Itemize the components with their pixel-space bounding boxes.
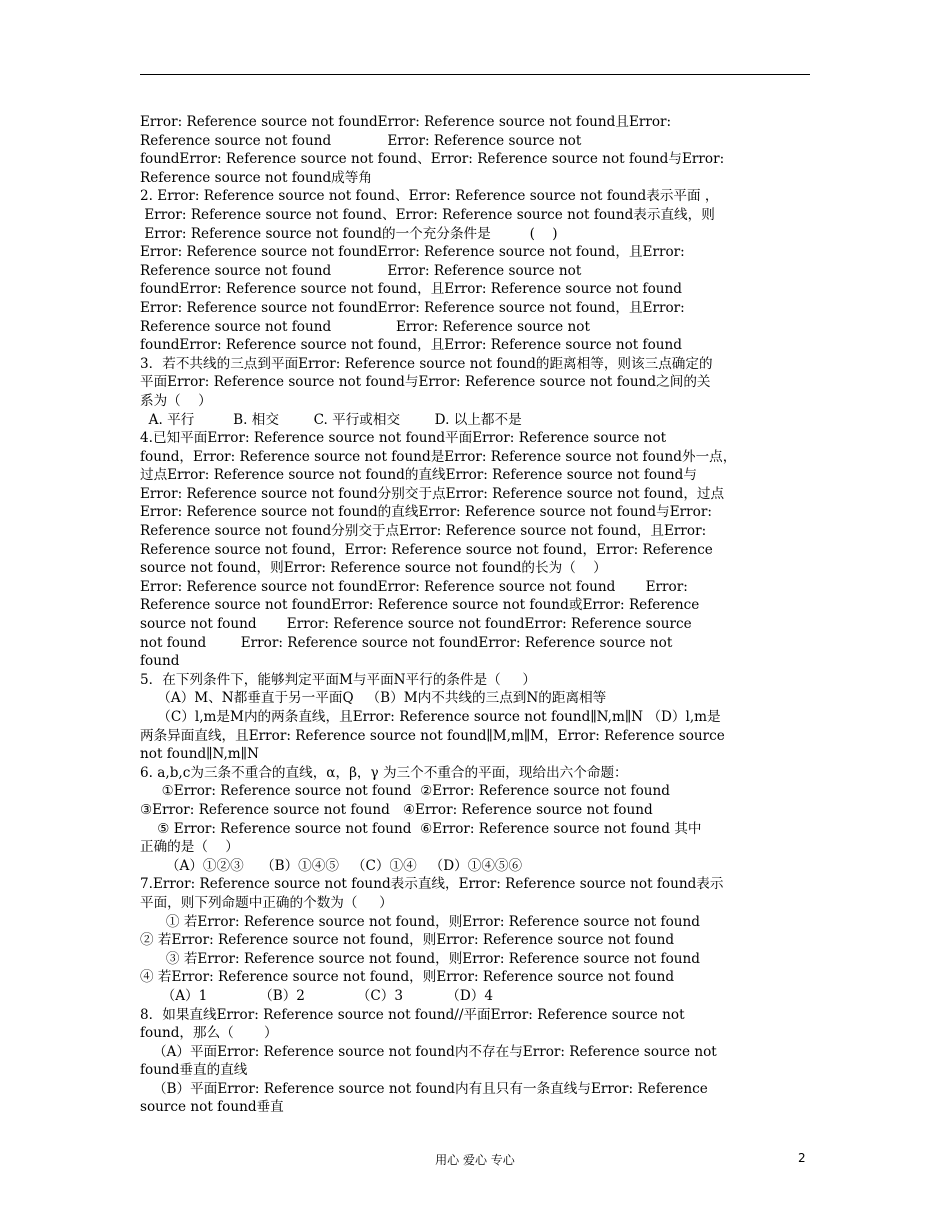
text-line: not found∥N,m∥N <box>140 746 259 763</box>
text-line: source not found垂直 <box>140 1099 284 1116</box>
text-line: Error: Reference source not found分别交于点Error: Reference source not found，过点 <box>140 485 725 502</box>
text-line: ①Error: Reference source not found ②Error: Reference source not found <box>140 783 670 800</box>
text-line: Reference source not found Error: Reference source not <box>140 318 590 335</box>
text-line: ① 若Error: Reference source not found，则Error: Reference source not found <box>140 913 700 930</box>
text-line: ⑤ Error: Reference source not found ⑥Error: Reference source not found 其中 <box>140 820 702 837</box>
text-line: foundError: Reference source not found，且Error: Reference source not found <box>140 281 682 298</box>
text-line: Reference source not found Error: Reference source not <box>140 262 582 279</box>
text-line: 平面Error: Reference source not found与Error: Reference source not found之间的关 <box>140 374 711 391</box>
text-line: 4.已知平面Error: Reference source not found平面Error: Reference source not <box>140 430 667 447</box>
text-line: Error: Reference source not foundError: Reference source not found，且Error: <box>140 299 685 316</box>
text-line: （A）平面Error: Reference source not found内不存在与Error: Reference source not <box>140 1043 717 1060</box>
page-number: 2 <box>798 1151 806 1165</box>
text-line: found <box>140 653 180 670</box>
text-line: source not found，则Error: Reference source not found的长为（ ） <box>140 560 607 577</box>
text-line: Error: Reference source not foundError: Reference source not found Error: <box>140 578 688 595</box>
text-line: 2. Error: Reference source not found、Error: Reference source not found表示平面 ， <box>140 188 719 205</box>
text-line: A. 平行 B. 相交 C. 平行或相交 D. 以上都不是 <box>140 411 522 428</box>
text-line: （C）l,m是M内的两条直线，且Error: Reference source not found∥N,m∥N （D）l,m是 <box>140 709 721 725</box>
text-line: source not found Error: Reference source not foundError: Reference source <box>140 616 692 633</box>
text-line: ④ 若Error: Reference source not found，则Error: Reference source not found <box>140 969 675 986</box>
text-line: foundError: Reference source not found、Error: Reference source not found与Error: <box>140 151 725 168</box>
text-line: 3．若不共线的三点到平面Error: Reference source not found的距离相等，则该三点确定的 <box>140 355 713 372</box>
text-line: 6. a,b,c为三条不重合的直线，α，β，γ 为三个不重合的平面，现给出六个命题： <box>140 764 628 781</box>
text-line: Error: Reference source not found的直线Error: Reference source not found与Error: <box>140 504 712 521</box>
text-line: not found Error: Reference source not foundError: Reference source not <box>140 634 673 651</box>
text-line: Error: Reference source not foundError: Reference source not found，且Error: <box>140 244 685 261</box>
text-line: found，Error: Reference source not found是Error: Reference source not found外一点， <box>140 448 737 465</box>
text-line: found垂直的直线 <box>140 1062 248 1079</box>
text-line: 系为（ ） <box>140 392 212 409</box>
text-line: ③ 若Error: Reference source not found，则Error: Reference source not found <box>140 950 700 967</box>
text-line: （A）M、N都垂直于另一平面Q （B）M内不共线的三点到N的距离相等 <box>140 690 607 707</box>
text-line: Error: Reference source not found、Error: Reference source not found表示直线，则 <box>140 206 715 223</box>
text-line: 5．在下列条件下，能够判定平面M与平面N平行的条件是（ ） <box>140 671 536 688</box>
text-line: Reference source not foundError: Reference source not found或Error: Reference <box>140 597 700 614</box>
document-body <box>140 113 820 1117</box>
text-line: Error: Reference source not found的一个充分条件是 ( ) <box>140 225 558 242</box>
text-line: 7.Error: Reference source not found表示直线，Error: Reference source not found表示 <box>140 876 724 893</box>
text-line: 平面，则下列命题中正确的个数为（ ） <box>140 894 393 911</box>
text-line: （A）1 （B）2 （C）3 （D）4 <box>140 987 493 1004</box>
text-line: ② 若Error: Reference source not found，则Error: Reference source not found <box>140 932 675 949</box>
text-line: Reference source not found Error: Reference source not <box>140 132 582 149</box>
text-line: （A）①②③ （B）①④⑤ （C）①④ （D）①④⑤⑥ <box>140 857 523 874</box>
text-line: Reference source not found成等角 <box>140 169 372 186</box>
header-rule <box>140 74 810 75</box>
text-line: Reference source not found，Error: Reference source not found，Error: Reference <box>140 541 713 558</box>
text-line: 过点Error: Reference source not found的直线Error: Reference source not found与 <box>140 467 697 484</box>
text-line: 正确的是（ ） <box>140 839 239 856</box>
text-line: Error: Reference source not foundError: Reference source not found且Error: <box>140 114 672 130</box>
footer-text: 用心 爱心 专心 <box>435 1153 515 1167</box>
text-line: foundError: Reference source not found，且Error: Reference source not found <box>140 337 682 354</box>
text-line: （B）平面Error: Reference source not found内有且只有一条直线与Error: Reference <box>140 1080 708 1097</box>
text-line: ③Error: Reference source not found ④Error: Reference source not found <box>140 801 653 818</box>
text-line: found，那么（ ） <box>140 1025 278 1042</box>
text-line: Reference source not found分别交于点Error: Reference source not found，且Error: <box>140 523 707 540</box>
text-line: 两条异面直线，且Error: Reference source not found∥M,m∥M，Error: Reference source <box>140 727 725 744</box>
text-line: 8．如果直线Error: Reference source not found//平面Error: Reference source not <box>140 1006 685 1023</box>
